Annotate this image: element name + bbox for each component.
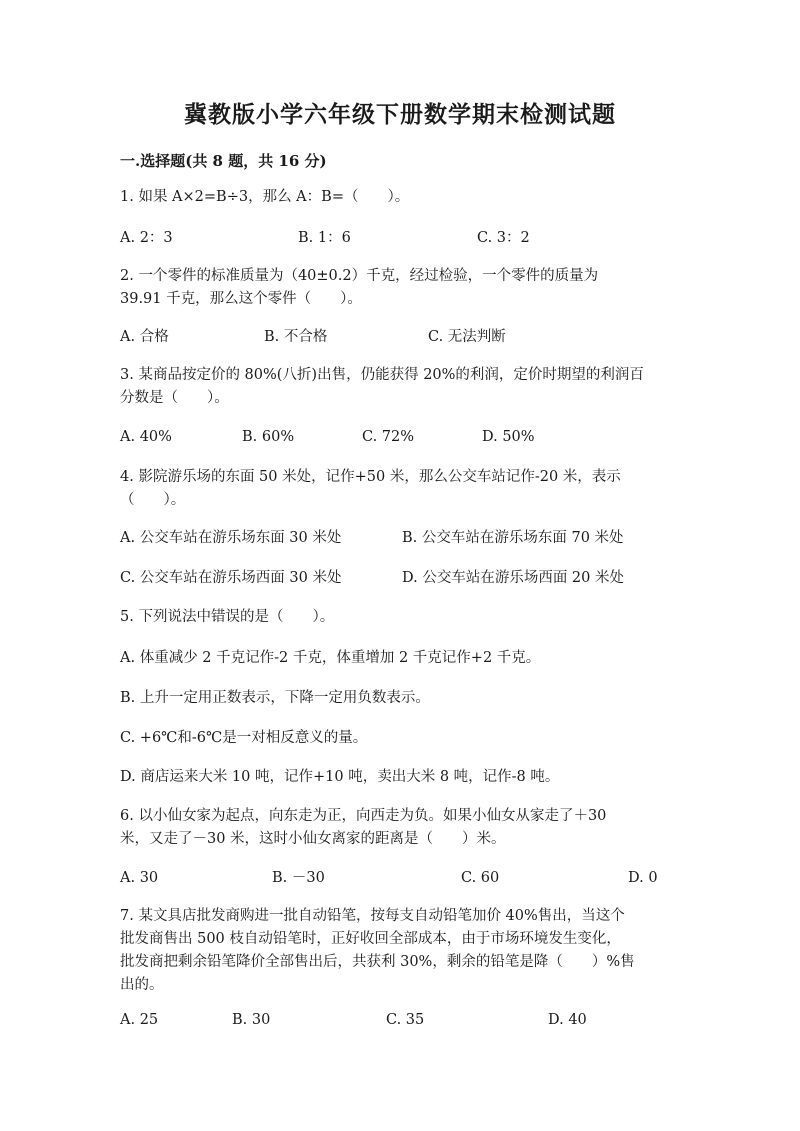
option-b: B. 不合格	[264, 329, 328, 345]
question-text-line: 7. 某文具店批发商购进一批自动铅笔，按每支自动铅笔加价 40%售出，当这个	[120, 908, 625, 924]
option-c: C. 无法判断	[428, 329, 506, 345]
question-text-line: 2. 一个零件的标准质量为（40±0.2）千克，经过检验，一个零件的质量为	[120, 268, 599, 284]
question-7	[120, 905, 680, 997]
question-5	[120, 606, 680, 629]
option-c: C. 3：2	[477, 230, 530, 246]
question-text-line: 4. 影院游乐场的东面 50 米处，记作+50 米，那么公交车站记作-20 米，表示	[120, 469, 621, 485]
question-text-line: 出的。	[120, 977, 164, 993]
question-text-line: 5. 下列说法中错误的是（ ）。	[120, 609, 335, 625]
question-text-line: 6. 以小仙女家为起点，向东走为正，向西走为负。如果小仙女从家走了＋30	[120, 808, 607, 824]
question-text-line: 分数是（ ）。	[120, 390, 229, 406]
option-c: C. 72%	[362, 429, 415, 445]
question-text-line: 1. 如果 A×2=B÷3，那么 A：B=（ ）。	[120, 189, 410, 205]
option-c: C. 35	[386, 1012, 425, 1028]
question-2	[120, 265, 680, 311]
question-text-line: 批发商售出 500 枝自动铅笔时，正好收回全部成本，由于市场环境发生变化，	[120, 931, 621, 947]
option-d: D. 公交车站在游乐场西面 20 米处	[402, 570, 624, 586]
option-b: B. 1：6	[298, 230, 351, 246]
option-c: C. +6℃和-6℃是一对相反意义的量。	[120, 730, 368, 746]
option-b: B. 公交车站在游乐场东面 70 米处	[402, 530, 624, 546]
question-4	[120, 466, 680, 512]
option-a: A. 40%	[120, 429, 172, 445]
option-a: A. 公交车站在游乐场东面 30 米处	[120, 530, 342, 546]
option-b: B. 60%	[242, 429, 295, 445]
question-6	[120, 805, 680, 851]
option-a: A. 2：3	[120, 230, 173, 246]
section-heading: 一.选择题(共 8 题，共 16 分)	[120, 152, 327, 170]
option-d: D. 商店运来大米 10 吨，记作+10 吨，卖出大米 8 吨，记作-8 吨。	[120, 769, 560, 785]
option-c: C. 60	[461, 870, 500, 886]
option-d: D. 50%	[482, 429, 535, 445]
question-text-line: 批发商把剩余铅笔降价全部售出后，共获利 30%，剩余的铅笔是降（ ）%售	[120, 954, 635, 970]
option-a: A. 合格	[120, 329, 169, 345]
option-d: D. 40	[548, 1012, 587, 1028]
question-text-line: 39.91 千克，那么这个零件（ ）。	[120, 291, 362, 307]
page-title: 冀教版小学六年级下册数学期末检测试题	[184, 101, 616, 128]
question-text-line: （ ）。	[120, 492, 186, 508]
option-a: A. 体重减少 2 千克记作-2 千克，体重增加 2 千克记作+2 千克。	[120, 650, 541, 666]
option-a: A. 25	[120, 1012, 159, 1028]
option-a: A. 30	[120, 870, 159, 886]
question-text-line: 3. 某商品按定价的 80%(八折)出售，仍能获得 20%的利润，定价时期望的利润百	[120, 367, 644, 383]
question-1	[120, 186, 680, 209]
option-d: D. 0	[628, 870, 658, 886]
option-b: B. 上升一定用正数表示，下降一定用负数表示。	[120, 690, 430, 706]
question-text-line: 米，又走了－30 米，这时小仙女离家的距离是（ ）米。	[120, 831, 506, 847]
option-b: B. －30	[272, 870, 325, 886]
option-b: B. 30	[232, 1012, 271, 1028]
option-c: C. 公交车站在游乐场西面 30 米处	[120, 570, 342, 586]
question-3	[120, 364, 680, 410]
